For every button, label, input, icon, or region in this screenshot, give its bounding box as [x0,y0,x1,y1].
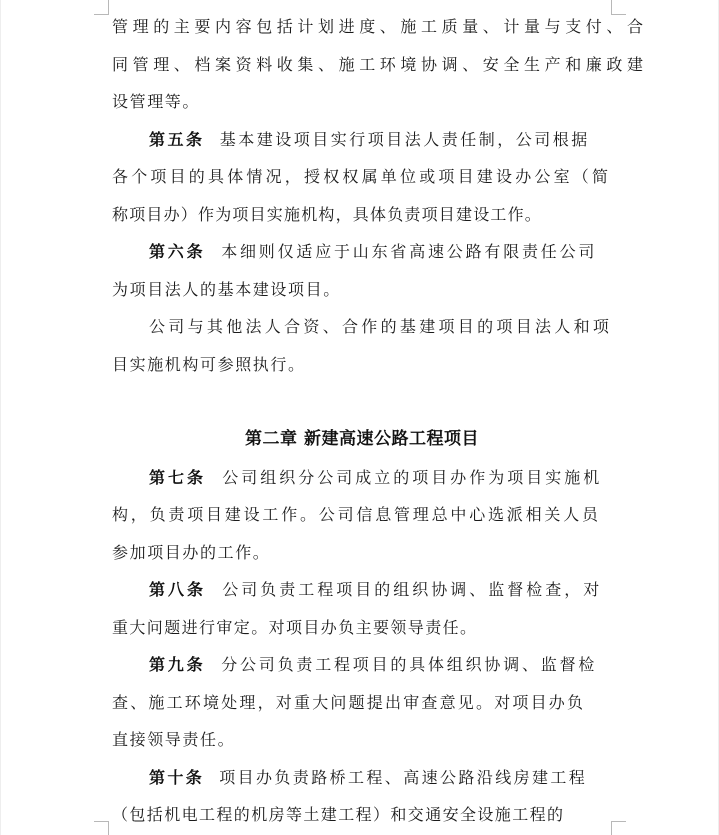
article-10 [112,759,612,834]
article-label: 第八条 [149,580,207,599]
crop-mark-bottom-left [94,821,109,835]
chapter-heading: 第二章 新建高速公路工程项目 [245,429,479,449]
article-label: 第六条 [149,242,206,261]
text-line: 目实施机构可参照执行。 [112,354,306,374]
crop-mark-top-left [94,0,109,15]
text-line: 公司与其他法人合资、合作的基建项目的项目法人和项 [149,317,613,336]
paragraph-joint-venture [112,308,612,383]
text-line: 重大问题进行审定。对项目办负主要领导责任。 [112,617,478,637]
text-line: 设管理等。 [112,92,201,111]
article-9 [112,646,612,759]
crop-mark-bottom-right [611,821,626,835]
text-line: 第六条 本细则仅适应于山东省高速公路有限责任公司 [149,242,598,261]
crop-mark-top-right [611,0,626,15]
article-8 [112,571,612,646]
article-5 [112,121,612,234]
article-label: 第五条 [149,129,205,149]
text-line: 称项目办）作为项目实施机构，具体负责项目建设工作。 [112,204,543,224]
text-line: 第八条 公司负责工程项目的组织协调、监督检查，对 [149,580,603,599]
text-line: 第九条 分公司负责工程项目的具体组织协调、监督检 [149,655,598,674]
text-line: （包括机电工程的机房等土建工程）和交通安全设施工程的 [112,805,565,824]
text-line: 第五条 基本建设项目实行项目法人责任制，公司根据 [149,129,590,149]
text-line: 为项目法人的基本建设项目。 [112,279,341,299]
text-line: 直接领导责任。 [112,730,236,749]
article-label: 第七条 [149,467,207,487]
text-line: 查、施工环境处理，对重大问题提出审查意见。对项目办负 [112,692,586,712]
text-line: 管理的主要内容包括计划进度、施工质量、计量与支付、合 [112,17,648,36]
article-label: 第十条 [149,767,205,787]
text-line: 各个项目的具体情况，授权权属单位或项目建设办公室（简 [112,167,612,186]
text-line: 同管理、档案资料收集、施工环境协调、安全生产和廉政建 [112,54,648,74]
text-line: 第十条 项目办负责路桥工程、高速公路沿线房建工程 [149,767,588,787]
paragraph-gap [112,383,612,421]
article-7 [112,459,612,572]
article-label: 第九条 [149,655,206,674]
article-6 [112,233,612,308]
document-body [112,8,648,834]
text-line: 构，负责项目建设工作。公司信息管理总中心选派相关人员 [112,505,601,524]
paragraph-continuation [112,8,648,121]
text-line: 第七条 公司组织分公司成立的项目办作为项目实施机 [149,467,603,487]
text-line: 参加项目办的工作。 [112,542,271,562]
